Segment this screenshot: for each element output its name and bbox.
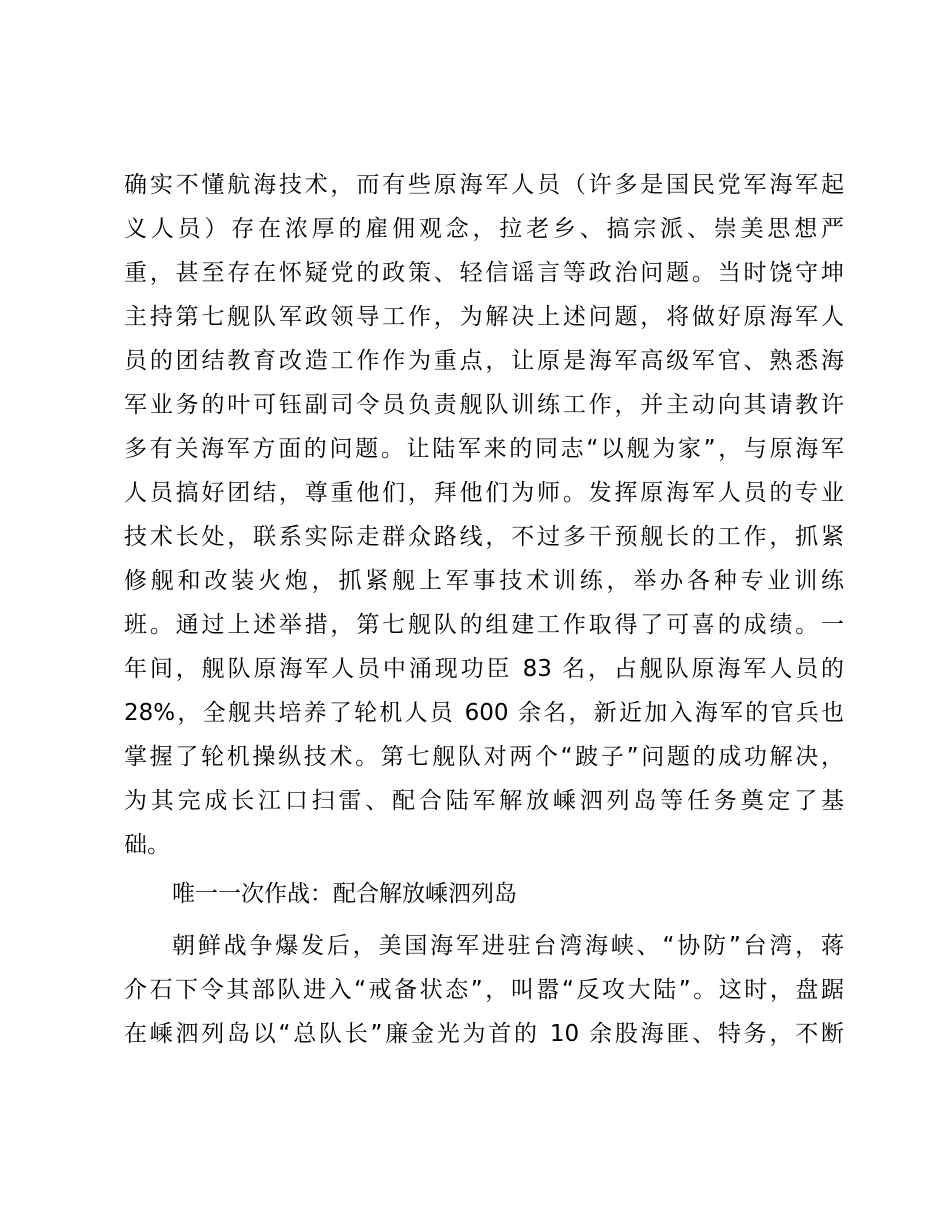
- paragraph-line: 在嵊泗列岛以“总队长”廉金光为首的 10 余股海匪、特务，不断: [124, 1021, 844, 1047]
- paragraph-line: 义人员）存在浓厚的雇佣观念，拉老乡、搞宗派、崇美思想严: [124, 216, 844, 242]
- paragraph-line: 为其完成长江口扫雷、配合陆军解放嵊泗列岛等任务奠定了基: [124, 788, 844, 814]
- paragraph-line: 军业务的叶可钰副司令员负责舰队训练工作，并主动向其请教许: [124, 392, 844, 418]
- paragraph-line: 员的团结教育改造工作作为重点，让原是海军高级军官、熟悉海: [124, 348, 844, 374]
- paragraph-line: 确实不懂航海技术，而有些原海军人员（许多是国民党军海军起: [124, 172, 844, 198]
- paragraph-line: 人员搞好团结，尊重他们，拜他们为师。发挥原海军人员的专业: [124, 480, 844, 506]
- paragraph-line: 主持第七舰队军政领导工作，为解决上述问题，将做好原海军人: [124, 304, 844, 330]
- paragraph-line: 掌握了轮机操纵技术。第七舰队对两个“跛子”问题的成功解决，: [124, 744, 844, 770]
- paragraph-line: 介石下令其部队进入“戒备状态”，叫嚣“反攻大陆”。这时，盘踞: [124, 977, 844, 1003]
- paragraph-line: 多有关海军方面的问题。让陆军来的同志“以舰为家”，与原海军: [124, 436, 844, 462]
- paragraph-line: 重，甚至存在怀疑党的政策、轻信谣言等政治问题。当时饶守坤: [124, 260, 844, 286]
- paragraph-line: 年间，舰队原海军人员中涌现功臣 83 名，占舰队原海军人员的: [124, 656, 844, 682]
- paragraph-line: 础。: [124, 832, 170, 858]
- paragraph-line: 修舰和改装火炮，抓紧舰上军事技术训练，举办各种专业训练: [124, 568, 844, 594]
- section-heading: 唯一一次作战：配合解放嵊泗列岛: [172, 881, 517, 907]
- paragraph-line: 朝鲜战争爆发后，美国海军进驻台湾海峡、“协防”台湾，蒋: [172, 933, 844, 959]
- paragraph-line: 技术长处，联系实际走群众路线，不过多干预舰长的工作，抓紧: [124, 524, 844, 550]
- paragraph-line: 班。通过上述举措，第七舰队的组建工作取得了可喜的成绩。一: [124, 612, 844, 638]
- paragraph-line: 28%，全舰共培养了轮机人员 600 余名，新近加入海军的官兵也: [124, 700, 844, 726]
